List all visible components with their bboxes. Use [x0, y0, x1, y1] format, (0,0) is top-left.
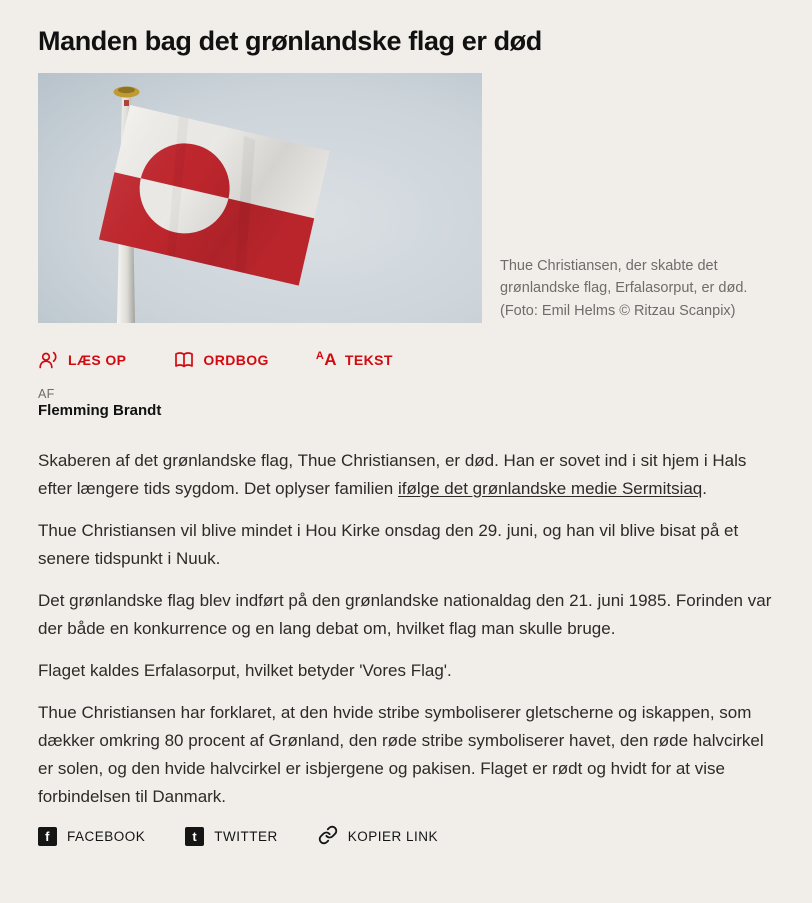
copy-link-label: KOPIER LINK: [347, 829, 439, 845]
dictionary-label: ORDBOG: [203, 351, 269, 368]
dictionary-button[interactable]: [173, 351, 268, 369]
facebook-icon: f: [38, 827, 57, 846]
read-aloud-button[interactable]: [38, 350, 126, 369]
article-toolbar: [38, 350, 780, 369]
read-aloud-icon: [38, 350, 60, 369]
byline-prefix: AF: [38, 387, 55, 402]
paragraph: Thue Christiansen vil blive mindet i Hou Kirke onsdag den 29. juni, og han vil blive bisat på et senere tidspunkt i Nuuk.: [38, 521, 739, 569]
byline: [38, 387, 780, 420]
article-body: [38, 447, 780, 811]
copy-link-button[interactable]: [318, 825, 438, 848]
twitter-icon: t: [185, 827, 204, 846]
paragraph: Thue Christiansen har forklaret, at den hvide stribe symboliserer gletscherne og iskappen, som dækker omkring 80 procent af Grønland, den røde stribe symboliserer havet, den røde halvcirkel er solen, og den hvide halvcirkel er isbjergene og pakisen. Flaget er rødt og hvidt for at vise forbindelsen til Danmark.: [38, 703, 764, 807]
photo-caption: Thue Christiansen, der skabte det grønlandske flag, Erfalasorput, er død. (Foto: Emil Helms © Ritzau Scanpix): [500, 257, 748, 319]
facebook-share-label: FACEBOOK: [67, 829, 146, 845]
greenland-flag-photo: [38, 73, 482, 323]
read-aloud-label: LÆS OP: [68, 351, 127, 368]
share-bar: [38, 825, 780, 848]
copy-link-icon: [318, 825, 338, 848]
paragraph: [38, 447, 780, 503]
text-size-label: TEKST: [344, 351, 393, 368]
twitter-share-button[interactable]: [185, 827, 278, 846]
paragraph: Flaget kaldes Erfalasorput, hvilket betyder 'Vores Flag'.: [38, 661, 452, 681]
paragraph: Det grønlandske flag blev indført på den grønlandske nationaldag den 21. juni 1985. Forinden var der både en konkurrence og en lang debat om, hvilket flag man skulle bruge.: [38, 591, 772, 639]
facebook-share-button[interactable]: [38, 827, 145, 846]
byline-author: Flemming Brandt: [38, 402, 162, 420]
hero-figure: [38, 73, 780, 323]
source-link[interactable]: ifølge det grønlandske medie Sermitsiaq: [398, 479, 703, 499]
paragraph-text: Skaberen af det grønlandske flag, Thue Christiansen, er død. Han er sovet ind i sit hjem i Hals efter længere tids sygdom. Det oplyser familien: [38, 451, 747, 499]
paragraph-text: .: [702, 479, 707, 499]
dictionary-icon: [173, 351, 195, 369]
text-size-icon: A A: [315, 350, 337, 370]
page-title: Manden bag det grønlandske flag er død: [38, 26, 542, 56]
twitter-share-label: TWITTER: [214, 829, 278, 845]
text-size-button[interactable]: [316, 351, 393, 368]
